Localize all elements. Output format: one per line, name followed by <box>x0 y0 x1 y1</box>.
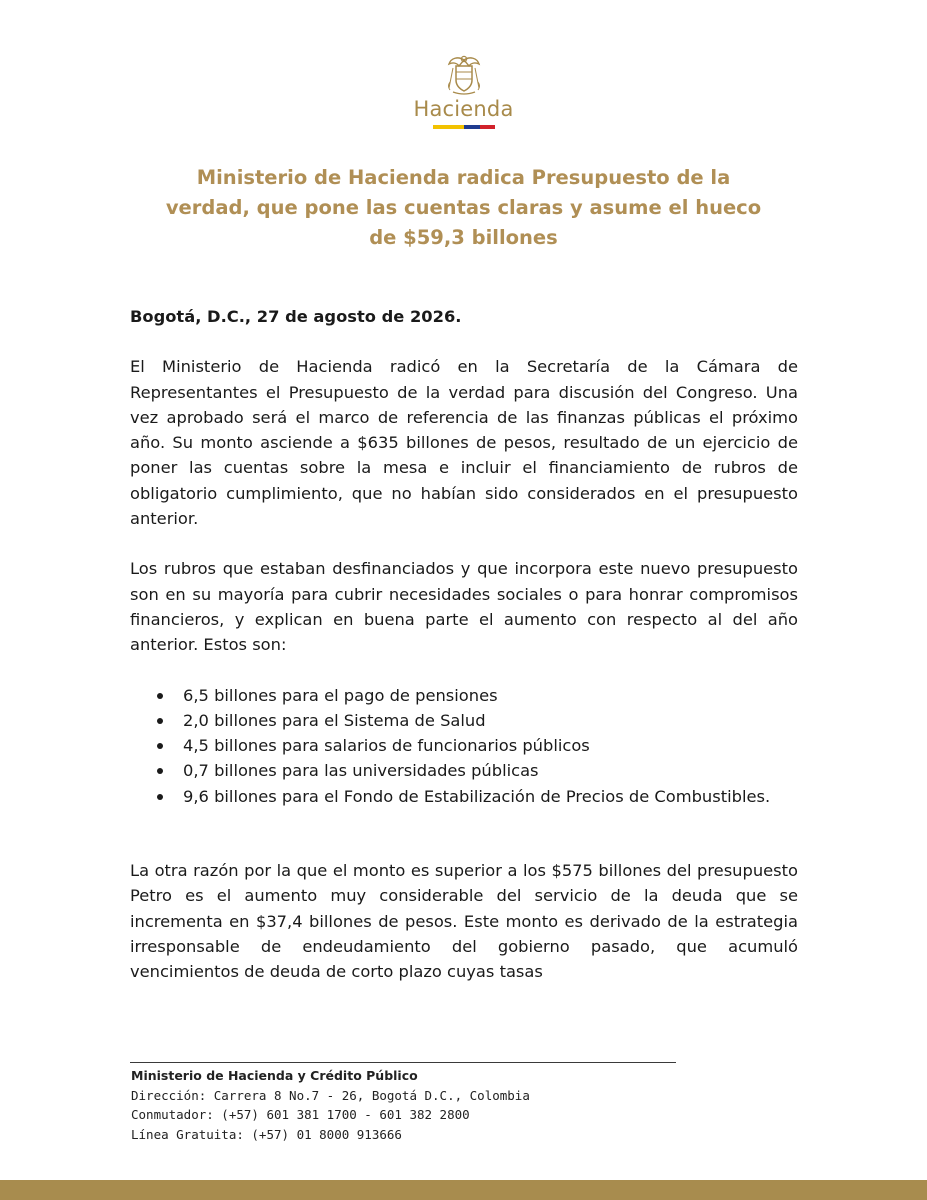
list-item <box>183 758 798 783</box>
flag-blue-band <box>464 125 480 129</box>
paragraph-2: Los rubros que estaban desfinanciados y que incorpora este nuevo presupuesto son en su mayoría para cubrir necesidades sociales o para honrar compromisos financieros, y explican en buena parte el aumento con respecto al del año anterior. Estos son: <box>130 559 798 655</box>
bullet-icon <box>157 718 163 724</box>
footer-contact <box>131 1066 530 1144</box>
paragraph-1: El Ministerio de Hacienda radicó en la Secretaría de la Cámara de Representantes el Presupuesto de la verdad para discusión del Congreso. Una vez aprobado será el marco de referencia de las finanzas públicas el próximo año. Su monto asciende a $635 billones de pesos, resultado de un ejercicio de poner las cuentas sobre la mesa e incluir el financiamiento de rubros de obligatorio cumplimiento, que no habían sido considerados en el presupuesto anterior. <box>130 357 798 529</box>
funding-items-list <box>130 683 798 809</box>
list-item <box>183 733 798 758</box>
bullet-icon <box>157 693 163 699</box>
footer-divider <box>130 1062 676 1063</box>
press-release-headline <box>130 163 797 253</box>
flag-stripe <box>433 125 495 129</box>
dateline: Bogotá, D.C., 27 de agosto de 2026. <box>130 307 462 326</box>
bullet-icon <box>157 743 163 749</box>
list-item <box>183 784 798 809</box>
footer-switchboard: Conmutador: (+57) 601 381 1700 - 601 382 2800 <box>131 1107 470 1122</box>
press-release-body <box>130 304 798 1010</box>
list-item-text: 0,7 billones para las universidades públicas <box>183 761 539 781</box>
flag-yellow-band <box>433 125 464 129</box>
footer-address: Dirección: Carrera 8 No.7 - 26, Bogotá D.C., Colombia <box>131 1087 530 1103</box>
bullet-icon <box>157 768 163 774</box>
headline-line-3: de $59,3 billones <box>369 226 558 249</box>
list-item-text: 4,5 billones para salarios de funcionarios públicos <box>183 736 590 756</box>
footer-hotline: Línea Gratuita: (+57) 01 8000 913666 <box>131 1126 402 1142</box>
list-item-text: 2,0 billones para el Sistema de Salud <box>183 710 486 730</box>
footer-organization: Ministerio de Hacienda y Crédito Público <box>131 1068 418 1083</box>
paragraph-3: La otra razón por la que el monto es superior a los $575 billones del presupuesto Petro es el aumento muy considerable del servicio de la deuda que se incrementa en $37,4 billones de pesos. Este monto es derivado de la estrategia irresponsable de endeudamiento del gobierno pasado, que acumuló vencimientos de deuda de corto plazo cuyas tasas <box>130 861 798 982</box>
headline-line-1: Ministerio de Hacienda radica Presupuesto de la <box>196 166 731 189</box>
bullet-icon <box>157 794 163 800</box>
list-item <box>183 683 798 708</box>
flag-red-band <box>480 125 495 129</box>
headline-line-2: verdad, que pone las cuentas claras y asume el hueco <box>165 196 762 219</box>
list-item-text: 9,6 billones para el Fondo de Estabilización de Precios de Combustibles. <box>183 786 771 806</box>
list-item <box>183 708 798 733</box>
list-item-text: 6,5 billones para el pago de pensiones <box>183 685 498 705</box>
logo-wordmark: Hacienda <box>413 97 514 121</box>
coat-of-arms-icon <box>444 52 484 96</box>
hacienda-logo <box>0 52 927 129</box>
bottom-gold-band <box>0 1180 927 1200</box>
